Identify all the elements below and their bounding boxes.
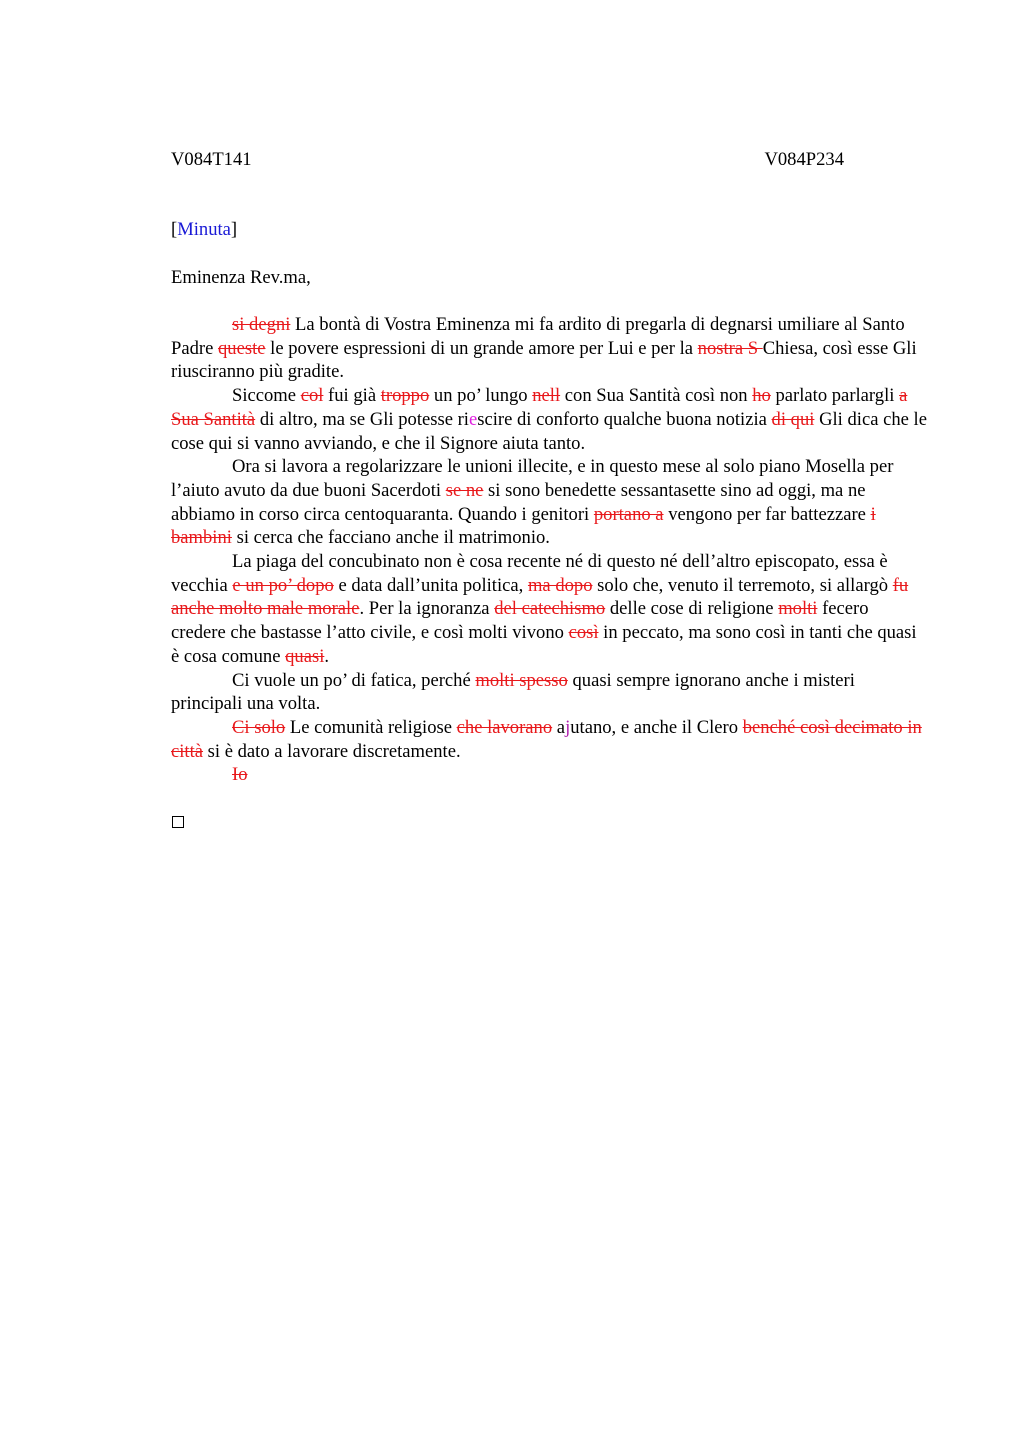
letter-paragraph bbox=[171, 763, 927, 787]
body-text-segment: . Per la ignoranza bbox=[359, 598, 495, 620]
body-text-segment: Siccome bbox=[232, 385, 301, 407]
document-code-right: V084P234 bbox=[764, 149, 844, 170]
deleted-text: Io bbox=[232, 764, 248, 786]
body-text-segment: si cerca che facciano anche il matrimonio. bbox=[231, 527, 550, 549]
body-text-segment: Chiesa, così esse Gli riusciranno più gradite. bbox=[171, 337, 917, 383]
deleted-text: portano a bbox=[593, 503, 664, 525]
inserted-letter: e bbox=[468, 408, 478, 430]
document-type-label bbox=[171, 218, 237, 242]
deleted-text: si degni bbox=[232, 314, 291, 335]
body-text-segment: Le comunità religiose bbox=[285, 716, 457, 738]
deleted-text: e un po’ dopo bbox=[232, 574, 334, 596]
body-text-segment: fecero credere che bastasse l’atto civile, e così molti vivono bbox=[171, 598, 869, 644]
deleted-text: quasi bbox=[285, 645, 325, 667]
body-text-segment: utano, e anche il Clero bbox=[570, 716, 743, 738]
body-text-segment: di altro, ma se Gli potesse ri bbox=[255, 408, 469, 430]
body-text-segment: Ora si lavora a regolarizzare le unioni illecite, e in questo mese al solo piano Mosella per l’aiuto avuto da due buoni Sacerdoti bbox=[171, 456, 894, 501]
salutation: Eminenza Rev.ma, bbox=[171, 267, 311, 288]
deleted-text: fu anche molto male morale bbox=[171, 574, 909, 620]
letter-paragraph bbox=[171, 313, 927, 384]
deleted-text: molti bbox=[778, 598, 818, 620]
body-text-segment: si sono benedette sessantasette sino ad oggi, ma ne abbiamo in corso circa centoquaranta. Quando i genitori bbox=[171, 479, 866, 525]
letter-paragraph bbox=[171, 455, 927, 550]
label-close-bracket: ] bbox=[230, 219, 238, 240]
body-text-segment: delle cose di religione bbox=[605, 598, 779, 620]
deleted-text: queste bbox=[217, 337, 266, 359]
body-text-segment: e data dall’unita politica, bbox=[333, 574, 528, 596]
label-minuta: Minuta bbox=[177, 219, 231, 240]
deleted-text: troppo bbox=[380, 385, 430, 407]
body-text-segment: La bontà di Vostra Eminenza mi fa ardito di pregarla di degnarsi umiliare al Santo Padre bbox=[171, 314, 905, 359]
body-text-segment: vengono per far battezzare bbox=[663, 503, 871, 525]
label-open-bracket: [ bbox=[171, 219, 178, 240]
body-text-segment: parlato parlargli bbox=[770, 385, 900, 407]
deleted-text: molti spesso bbox=[475, 669, 568, 691]
body-text-segment: si è dato a lavorare discretamente. bbox=[203, 740, 461, 762]
deleted-text: benché così decimato in città bbox=[171, 716, 922, 762]
body-text-segment: scire di conforto qualche buona notizia bbox=[477, 408, 772, 430]
letter-paragraph bbox=[171, 669, 927, 716]
letter-body bbox=[171, 313, 927, 787]
deleted-text: così bbox=[568, 622, 599, 644]
deleted-text: di qui bbox=[771, 408, 815, 430]
body-text-segment: . bbox=[324, 645, 330, 667]
body-text-segment: un po’ lungo bbox=[429, 385, 533, 407]
body-text-segment: con Sua Santità così non bbox=[560, 385, 753, 407]
letter-paragraph bbox=[171, 384, 927, 455]
body-text-segment: a bbox=[552, 716, 566, 738]
deleted-text: ma dopo bbox=[527, 574, 593, 596]
deleted-text: i bambini bbox=[171, 503, 876, 549]
document-code-left: V084T141 bbox=[171, 149, 252, 170]
deleted-text: del catechismo bbox=[494, 598, 606, 620]
body-text-segment: Ci vuole un po’ di fatica, perché bbox=[232, 669, 476, 691]
end-marker-box bbox=[172, 816, 184, 828]
inserted-letter: j bbox=[565, 716, 571, 738]
body-text-segment: solo che, venuto il terremoto, si allargò bbox=[592, 574, 893, 596]
body-text-segment: Gli dica che le cose qui si vanno avviando, e che il Signore aiuta tanto. bbox=[171, 408, 927, 454]
deleted-text: che lavorano bbox=[456, 716, 553, 738]
deleted-text: nostra S bbox=[697, 337, 763, 359]
body-text-segment: La piaga del concubinato non è cosa recente né di questo né dell’altro episcopato, essa è vecchia bbox=[171, 551, 888, 596]
deleted-text: ho bbox=[752, 385, 771, 407]
body-text-segment: le povere espressioni di un grande amore per Lui e per la bbox=[265, 337, 698, 359]
deleted-text: col bbox=[300, 385, 324, 407]
letter-paragraph bbox=[171, 550, 927, 669]
header-row bbox=[171, 148, 844, 172]
body-text-segment: quasi sempre ignorano anche i misteri principali una volta. bbox=[171, 669, 855, 715]
deleted-text: nell bbox=[532, 385, 561, 407]
letter-paragraph bbox=[171, 716, 927, 763]
deleted-text: se ne bbox=[445, 479, 484, 501]
deleted-text: a Sua Santità bbox=[171, 385, 908, 430]
body-text-segment: in peccato, ma sono così in tanti che quasi è cosa comune bbox=[171, 622, 917, 667]
deleted-text: Ci solo bbox=[232, 716, 286, 738]
body-text-segment: fui già bbox=[323, 385, 381, 407]
